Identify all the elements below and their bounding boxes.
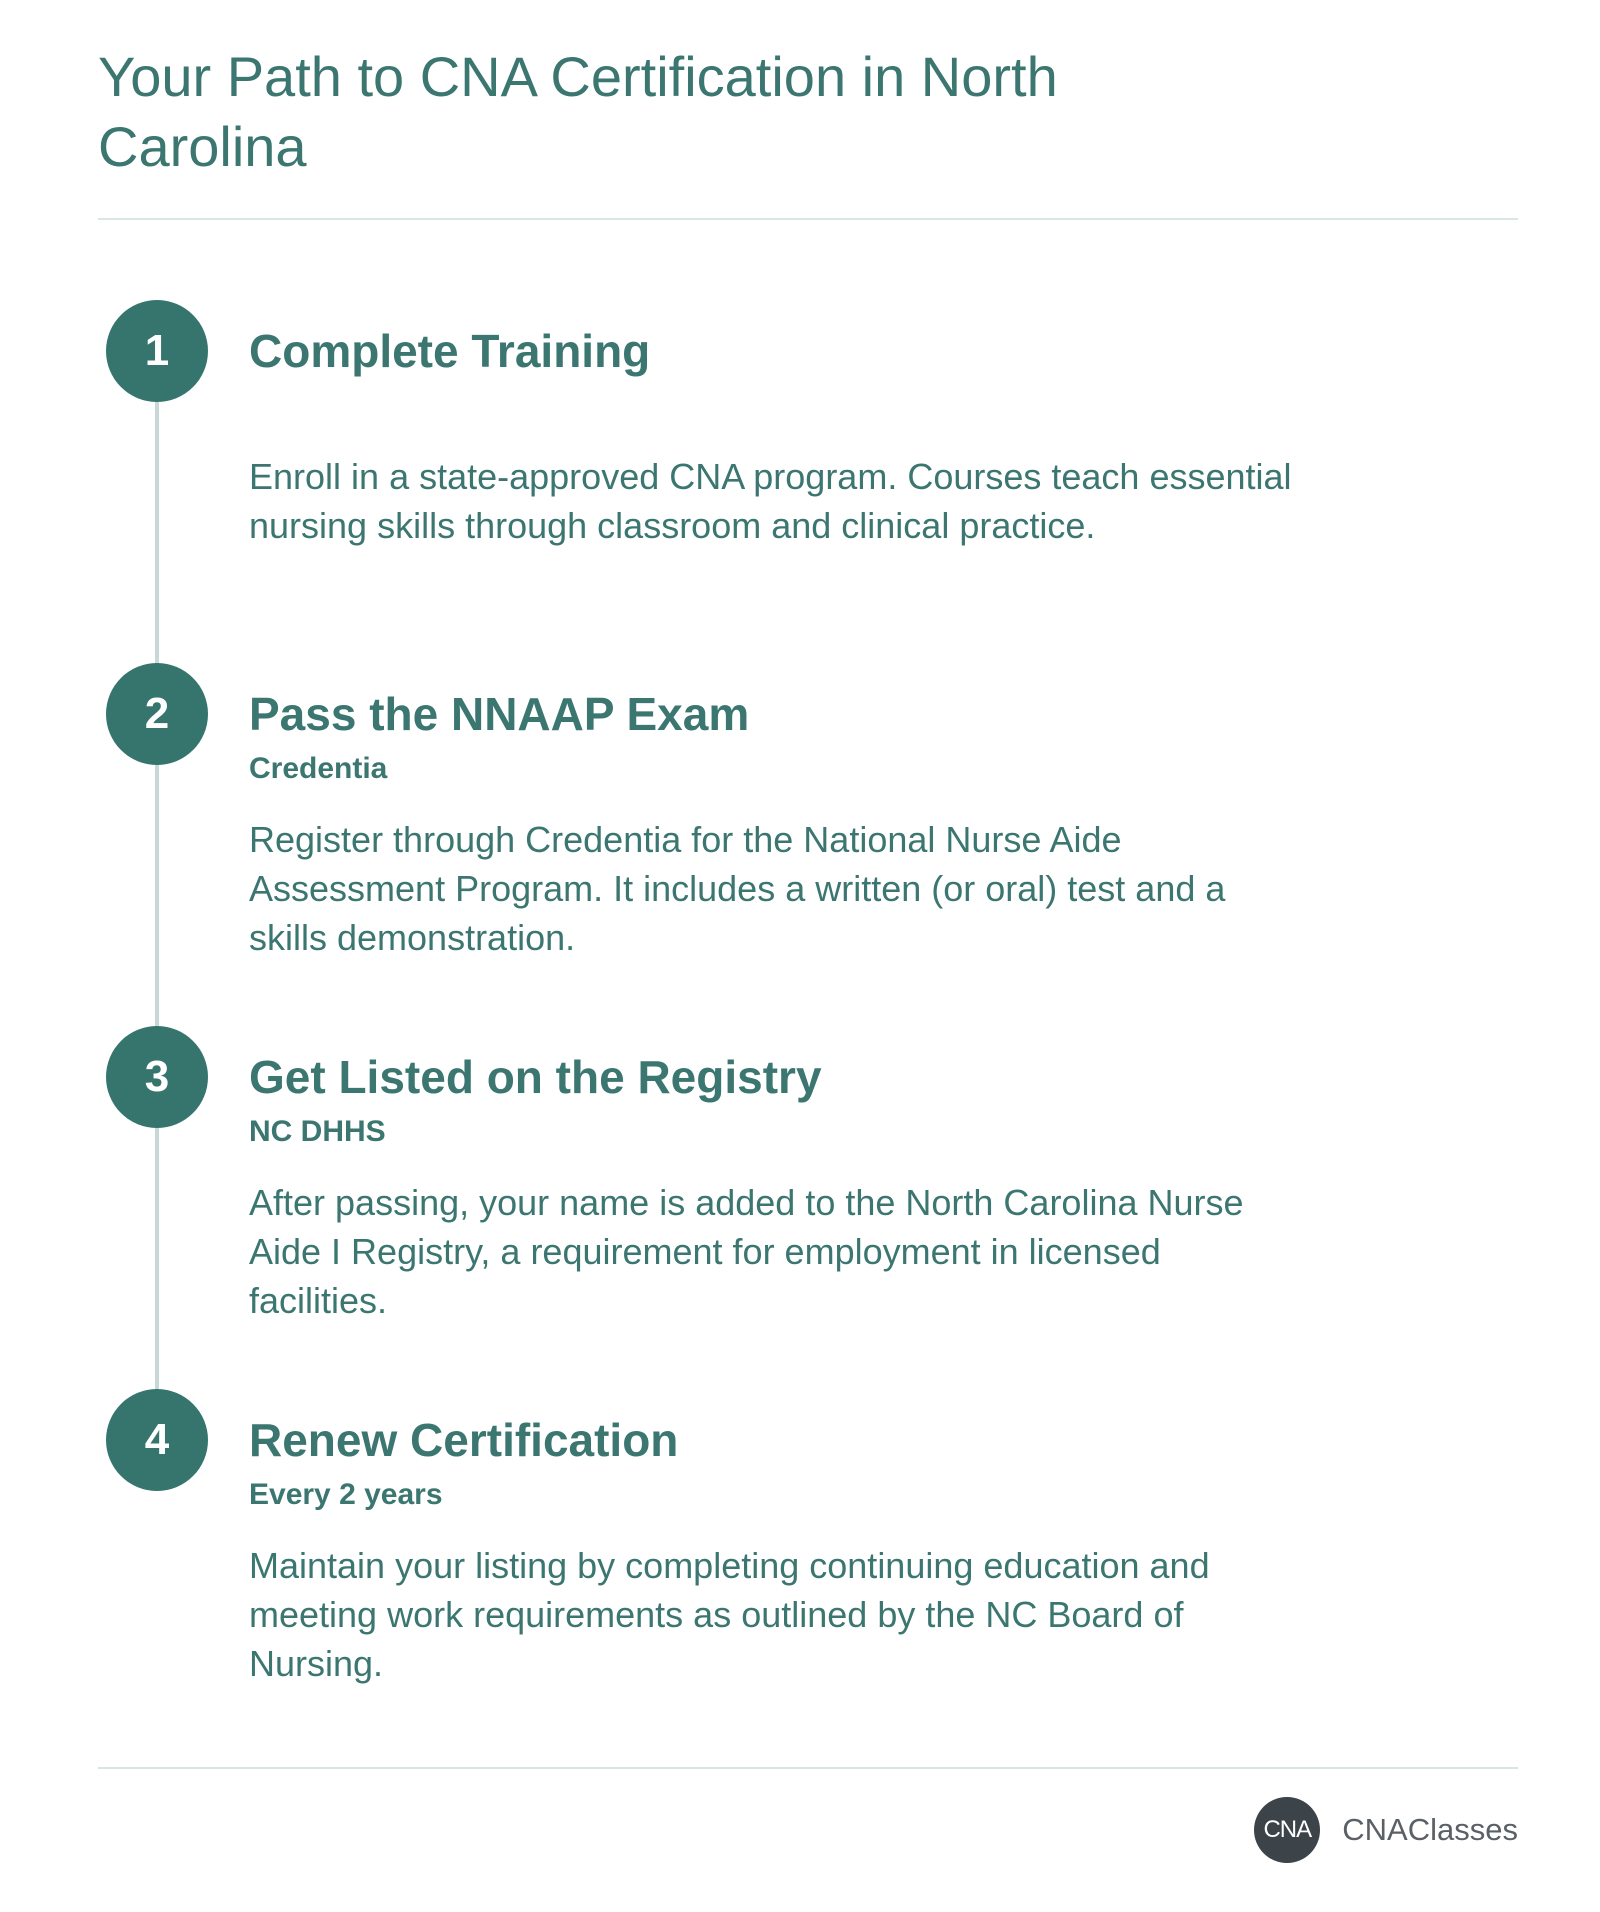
page-content (98, 0, 1518, 1912)
step-description: Register through Credentia for the National Nurse Aide Assessment Program. It includes a written (or oral) test and a skills demonstration. (249, 819, 1226, 958)
step-subtitle: NC DHHS (249, 1115, 386, 1148)
step-title: Get Listed on the Registry (249, 1051, 822, 1103)
timeline-connector-line (155, 350, 159, 1450)
step-subtitle: Every 2 years (249, 1478, 443, 1511)
step-number-badge: 1 (106, 300, 208, 402)
step-subtitle: Credentia (249, 752, 388, 785)
step-number-badge: 3 (106, 1026, 208, 1128)
step-description: Enroll in a state-approved CNA program. Courses teach essential nursing skills through classroom and clinical practice. (249, 456, 1292, 546)
footer-brand (1254, 1797, 1518, 1863)
step-number-badge: 4 (106, 1389, 208, 1491)
page-title: Your Path to CNA Certification in North Carolina (98, 45, 1058, 178)
step-description: Maintain your listing by completing continuing education and meeting work requirements as outlined by the NC Board of Nursing. (249, 1545, 1210, 1684)
brand-name: CNAClasses (1342, 1812, 1518, 1847)
step-title: Pass the NNAAP Exam (249, 688, 750, 740)
step-title: Renew Certification (249, 1414, 679, 1466)
cna-logo-icon: CNA (1254, 1797, 1320, 1863)
step-description: After passing, your name is added to the North Carolina Nurse Aide I Registry, a requirement for employment in licensed facilities. (249, 1182, 1244, 1321)
certification-timeline (98, 0, 1518, 1912)
bottom-divider (98, 1767, 1518, 1769)
step-number-badge: 2 (106, 663, 208, 765)
step-title: Complete Training (249, 325, 651, 377)
